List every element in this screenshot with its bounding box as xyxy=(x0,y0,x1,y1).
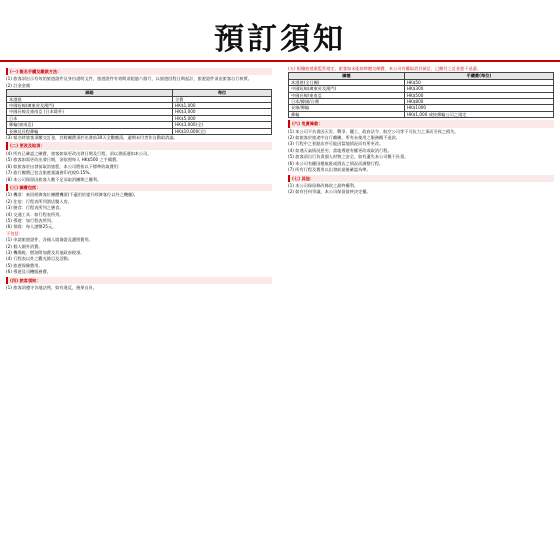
fee-cell: HK$800 xyxy=(404,99,553,105)
fee-cell: HK$300 xyxy=(404,86,553,92)
fee-header: 手續費(每位) xyxy=(404,73,553,79)
deposit-cell: HK$1,000 xyxy=(173,103,272,109)
include-item: (1) 機票：來回經濟客位團體機票(不適用於提升經濟客位以外之機艙)。 xyxy=(6,192,138,198)
deposit-cell: HK$3,000(全) xyxy=(173,122,272,128)
deposit-cell: 中國短線(廣東省及澳門) xyxy=(7,103,173,109)
deposit-cell: 郵輪(東南亞) xyxy=(7,122,173,128)
section-heading-includes: (三) 團費包括： xyxy=(6,184,272,191)
include-item: (5) 導遊：如行程表所列。 xyxy=(6,217,56,223)
page-title: 預訂須知 xyxy=(214,22,346,57)
exclude-item: (4) 行程表以外之觀光節目及活動。 xyxy=(6,256,72,262)
deposit-header: 每位 xyxy=(173,90,272,96)
fee-cell: 日本/韓國/台灣 xyxy=(289,99,405,105)
disclaimer-item: (3) 行程中之景點次序可能因當地情況而有所更改。 xyxy=(288,141,384,147)
section-heading-changes: (二) 更改及取消： xyxy=(6,142,272,149)
disclaimer-item: (4) 如遇天氣情況惡劣，當地導遊有權更改或取消行程。 xyxy=(288,147,392,153)
fee-cell: HK$500 xyxy=(404,92,553,98)
fee-cell: 本港遊(全日團) xyxy=(289,79,405,85)
left-column xyxy=(6,66,272,556)
deposit-table xyxy=(6,89,272,135)
fee-cell: HK$50 xyxy=(404,79,553,85)
disclaimer-item: (2) 如旅客於旅途中自行離團，所有未使用之服務概不退款。 xyxy=(288,135,400,141)
deposit-header: 線路 xyxy=(7,90,173,96)
section-heading-registration: (一) 報名手續及繳款方法： xyxy=(6,68,272,75)
disclaimer-item: (7) 所有行程及費用以出發前最後確認為準。 xyxy=(288,167,371,173)
deposit-cell: 中國長線及東南亞 (日本除外) xyxy=(7,109,173,115)
exclude-item: (1) 申請旅遊證件、各國入境簽證及護照費用。 xyxy=(6,237,93,243)
exclude-item: (5) 旅遊保險費用。 xyxy=(6,262,43,268)
disclaimer-item: (6) 本公司有權因應航班或酒店之情況而調整行程。 xyxy=(288,160,384,166)
registration-item: (2) 訂金金額： xyxy=(6,82,35,88)
deposit-cell: HK$5,000 xyxy=(173,115,272,121)
exclude-item: (6) 導遊及司機服務費。 xyxy=(6,269,51,275)
include-item: (6) 領隊：每人港幣25元。 xyxy=(6,224,57,230)
include-item: (4) 交通工具：如行程表所列。 xyxy=(6,211,64,217)
fee-row xyxy=(289,111,554,117)
fee-cell: 中國長線/東南亞 xyxy=(289,92,405,98)
fee-cell: 郵輪 xyxy=(289,111,405,117)
note-item: (1) 旅客須遵守各地法例，如有違反，後果自負。 xyxy=(6,285,98,290)
notice-text: (五) 根據旅遊業監管規定，旅客如未能按時繳交團費，本公司有權取消其預訂，已繳付之訂金恕不退還。 xyxy=(288,66,482,71)
other-item: (1) 本公司保留修改條款之最終權利。 xyxy=(288,182,359,188)
section-heading-excludes: 不包括： xyxy=(6,230,23,236)
fee-cell: 中國短線(廣東省及澳門) xyxy=(289,86,405,92)
other-item: (2) 如有任何爭議，本公司保留最終決定權。 xyxy=(288,189,371,195)
include-item: (3) 膳食：行程表所列之膳食。 xyxy=(6,205,64,211)
deposit-cell: 全費 xyxy=(173,96,272,102)
exclude-item: (3) 機場稅、燃油附加費及其他政府稅項。 xyxy=(6,249,85,255)
deposit-row xyxy=(7,128,272,134)
section-heading-notes: (四) 旅客須知： xyxy=(6,277,272,284)
change-item: (8) 本公司保留因旅客人數不足而取消團期之權利。 xyxy=(6,176,102,182)
deposit-cell: 長線及長程郵輪 xyxy=(7,128,173,134)
disclaimer-item: (1) 本公司不負責因天災、戰爭、罷工、政府法令、航空公司等不可抗力之事而引致之損失。 xyxy=(288,128,459,134)
fee-cell: HK$1,000 或按郵輪公司之規定 xyxy=(404,111,553,117)
right-column xyxy=(288,66,554,556)
change-item: (4) 所有已確認之團費，旅客如欲更改出發日期及行程，須以書面通知本公司。 xyxy=(6,150,152,156)
registration-item: (3) 報名時旅客須繳交訂金，其餘團費須於出發前30天全數繳清，逾期未付者作自動取消論。 xyxy=(6,135,178,141)
change-item: (6) 如旅客於出發前取消旅程，本公司將按以下標準收取費用： xyxy=(6,163,123,169)
registration-item: (1) 旅客須出示有效的旅遊證件及身份證明文件，旅遊證件有效期須超過六個月，以旅遊回程日期起計，旅遊證件須由旅客自行核實。 xyxy=(6,76,252,82)
change-item: (5) 旅客如需更改出發日期，須依照每人 HK$500 之手續費。 xyxy=(6,157,121,163)
section-heading-disclaimer: (六) 免責條款： xyxy=(288,120,554,127)
deposit-cell: 本港遊 xyxy=(7,96,173,102)
fee-cell: 長線/郵輪 xyxy=(289,105,405,111)
change-item: (7) 旅行團費已包含旅遊業議會印花稅0.15%。 xyxy=(6,170,94,176)
fee-cell: HK$1000 xyxy=(404,105,553,111)
section-heading-other: (七) 其他： xyxy=(288,175,554,182)
exclude-item: (2) 個人額外消費。 xyxy=(6,243,43,249)
deposit-cell: HK$10,000(全) xyxy=(173,128,272,134)
fee-table xyxy=(288,72,554,118)
deposit-cell: 日本 xyxy=(7,115,173,121)
disclaimer-item: (5) 旅客須自行負責個人財物之安全，如有遺失本公司概不負責。 xyxy=(288,154,409,160)
title-divider xyxy=(0,60,560,62)
deposit-cell: HK$3,000 xyxy=(173,109,272,115)
include-item: (2) 住宿：行程表所列酒店雙人房。 xyxy=(6,198,72,204)
fee-header: 團種 xyxy=(289,73,405,79)
